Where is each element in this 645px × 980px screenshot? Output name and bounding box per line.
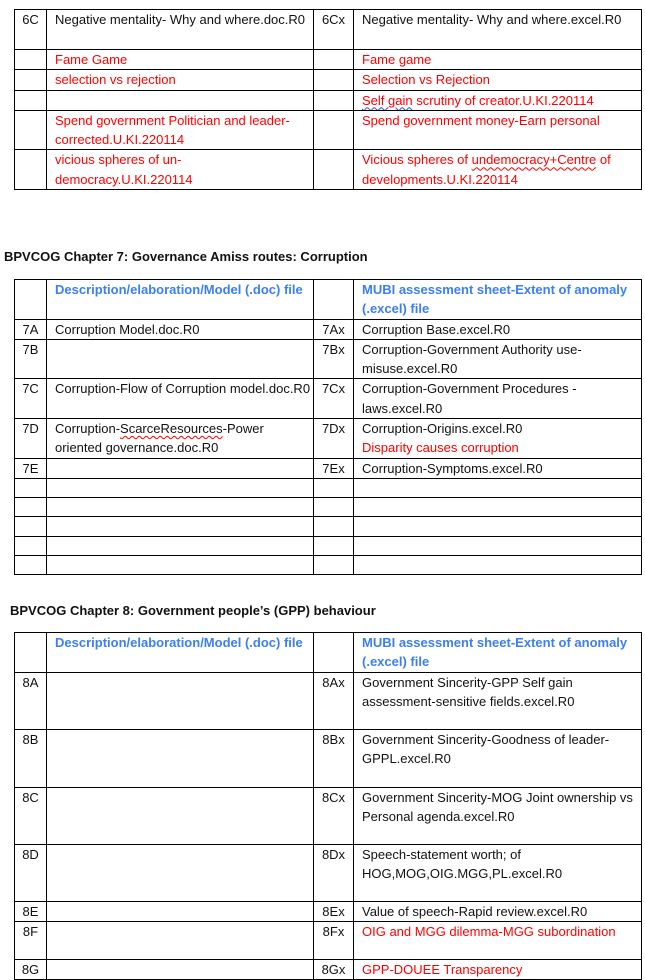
doc-note-cell[interactable] — [47, 90, 314, 110]
doc-note-cell[interactable]: vicious spheres of un-democracy.U.KI.220114 — [47, 150, 314, 190]
doc-file-cell[interactable]: Corruption Model.doc.R0 — [47, 319, 314, 339]
row-id: 8Cx — [314, 787, 354, 844]
empty-cell[interactable] — [47, 516, 314, 536]
excel-note-cell[interactable]: Spend government money-Earn personal — [354, 110, 642, 150]
row-id: 7B — [15, 339, 47, 379]
empty-row — [15, 555, 642, 574]
empty-cell[interactable] — [314, 555, 354, 574]
doc-file-cell[interactable] — [47, 458, 314, 478]
row-id: 7Ex — [314, 458, 354, 478]
excel-file-name: Corruption-Origins.excel.R0 — [362, 421, 523, 437]
doc-file-cell[interactable] — [47, 729, 314, 787]
empty-cell[interactable] — [15, 536, 47, 555]
spellcheck-squiggle: ScarceResources — [120, 421, 223, 437]
row-id — [314, 90, 354, 110]
spellcheck-squiggle: undemocracy+Centre — [471, 152, 597, 168]
empty-cell[interactable] — [47, 478, 314, 497]
row-id: 8F — [15, 921, 47, 959]
chapter-6-table — [14, 9, 642, 190]
chapter-7-table — [14, 279, 642, 575]
row-id: 8A — [15, 672, 47, 729]
row-id — [15, 150, 47, 190]
row-id: 7A — [15, 319, 47, 339]
row-id: 8E — [15, 901, 47, 921]
chapter-7-heading: BPVCOG Chapter 7: Governance Amiss routes: Corruption — [4, 249, 368, 264]
row-id: 8Fx — [314, 921, 354, 959]
row-id: 8Ax — [314, 672, 354, 729]
row-id — [15, 90, 47, 110]
excel-note: Disparity causes corruption — [362, 440, 519, 456]
excel-file-cell[interactable]: Corruption-Government Procedures -laws.excel.R0 — [354, 379, 642, 419]
excel-file-cell[interactable]: Government Sincerity-Goodness of leader-GPPL.excel.R0 — [354, 729, 642, 787]
doc-file-cell[interactable] — [47, 339, 314, 379]
doc-file-cell[interactable]: Negative mentality- Why and where.doc.R0 — [47, 10, 314, 50]
table-row — [15, 921, 642, 959]
row-id — [15, 110, 47, 150]
excel-file-cell[interactable]: GPP-DOUEE Transparency — [354, 959, 642, 979]
left-post: -Power oriented governance.doc.R0 — [55, 421, 264, 456]
row-id: 8Ex — [314, 901, 354, 921]
table-row — [15, 672, 642, 729]
row-id: 7Bx — [314, 339, 354, 379]
header-id-cell — [314, 633, 354, 673]
table-row — [15, 339, 642, 379]
chapter-8-heading: BPVCOG Chapter 8: Government people’s (GPP) behaviour — [10, 603, 376, 618]
excel-file-cell[interactable]: Corruption Base.excel.R0 — [354, 319, 642, 339]
excel-file-cell[interactable]: Government Sincerity-GPP Self gain assessment-sensitive fields.excel.R0 — [354, 672, 642, 729]
empty-cell[interactable] — [47, 555, 314, 574]
empty-cell[interactable] — [15, 497, 47, 516]
row-id: 7Cx — [314, 379, 354, 419]
doc-note-cell[interactable]: Fame Game — [47, 50, 314, 70]
excel-file-cell[interactable]: OIG and MGG dilemma-MGG subordination — [354, 921, 642, 959]
table-row — [15, 901, 642, 921]
doc-file-cell[interactable]: Corruption-Flow of Corruption model.doc.R0 — [47, 379, 314, 419]
doc-file-cell[interactable] — [47, 921, 314, 959]
table-row — [15, 150, 642, 190]
row-id: 8D — [15, 844, 47, 901]
row-id: 7Ax — [314, 319, 354, 339]
table-row — [15, 959, 642, 979]
spellcheck-squiggle: Self gain — [362, 92, 413, 108]
table-row — [15, 50, 642, 70]
right-post: scrutiny of creator.U.KI.220114 — [412, 92, 594, 108]
header-doc-file: Description/elaboration/Model (.doc) file — [47, 280, 314, 320]
empty-cell[interactable] — [314, 497, 354, 516]
table-row — [15, 844, 642, 901]
excel-note-cell[interactable] — [354, 90, 642, 110]
doc-note-cell[interactable]: selection vs rejection — [47, 70, 314, 90]
excel-file-cell[interactable]: Value of speech-Rapid review.excel.R0 — [354, 901, 642, 921]
empty-cell[interactable] — [314, 536, 354, 555]
header-excel-file: MUBI assessment sheet-Extent of anomaly (.excel) file — [354, 633, 642, 673]
excel-note-cell[interactable]: Fame game — [354, 50, 642, 70]
doc-file-cell[interactable] — [47, 844, 314, 901]
row-id: 8Gx — [314, 959, 354, 979]
empty-cell[interactable] — [15, 478, 47, 497]
empty-cell[interactable] — [354, 555, 642, 574]
empty-cell[interactable] — [47, 536, 314, 555]
row-id — [15, 50, 47, 70]
empty-cell[interactable] — [15, 555, 47, 574]
excel-note-cell[interactable] — [354, 150, 642, 190]
doc-file-cell[interactable] — [47, 672, 314, 729]
empty-row — [15, 478, 642, 497]
chapter-8-table — [14, 632, 642, 980]
header-excel-file: MUBI assessment sheet-Extent of anomaly (.excel) file — [354, 280, 642, 320]
table-row — [15, 70, 642, 90]
excel-file-cell[interactable]: Negative mentality- Why and where.excel.R0 — [354, 10, 642, 50]
excel-note-cell[interactable]: Selection vs Rejection — [354, 70, 642, 90]
left-pre: Corruption- — [55, 421, 121, 437]
empty-cell[interactable] — [354, 516, 642, 536]
row-id: 7E — [15, 458, 47, 478]
row-id: 7C — [15, 379, 47, 419]
excel-file-cell[interactable]: Corruption-Government Authority use-misuse.excel.R0 — [354, 339, 642, 379]
empty-cell[interactable] — [354, 497, 642, 516]
header-id-cell — [314, 280, 354, 320]
row-id: 7D — [15, 419, 47, 459]
table-row — [15, 729, 642, 787]
row-id: 8B — [15, 729, 47, 787]
row-id: 8Dx — [314, 844, 354, 901]
row-id — [314, 50, 354, 70]
row-id: 7Dx — [314, 419, 354, 459]
table-header-row — [15, 280, 642, 320]
empty-cell[interactable] — [15, 516, 47, 536]
right-post: of developments.U.KI.220114 — [362, 152, 611, 187]
header-doc-file: Description/elaboration/Model (.doc) file — [47, 633, 314, 673]
table-row — [15, 379, 642, 419]
table-row — [15, 787, 642, 844]
table-row — [15, 90, 642, 110]
doc-file-cell[interactable] — [47, 787, 314, 844]
row-id: 6Cx — [314, 10, 354, 50]
doc-file-cell[interactable] — [47, 419, 314, 459]
excel-file-cell[interactable] — [354, 419, 642, 459]
row-id: 8G — [15, 959, 47, 979]
doc-file-cell[interactable] — [47, 959, 314, 979]
row-id — [314, 150, 354, 190]
row-id — [314, 110, 354, 150]
header-id-cell — [15, 280, 47, 320]
header-id-cell — [15, 633, 47, 673]
table-row — [15, 419, 642, 459]
empty-cell[interactable] — [314, 516, 354, 536]
excel-file-cell[interactable]: Government Sincerity-MOG Joint ownership vs Personal agenda.excel.R0 — [354, 787, 642, 844]
doc-note-cell[interactable]: Spend government Politician and leader-corrected.U.KI.220114 — [47, 110, 314, 150]
row-id: 8Bx — [314, 729, 354, 787]
table-header-row — [15, 633, 642, 673]
empty-row — [15, 497, 642, 516]
right-pre: Vicious spheres of — [362, 152, 472, 168]
empty-cell[interactable] — [314, 478, 354, 497]
empty-cell[interactable] — [354, 536, 642, 555]
empty-row — [15, 536, 642, 555]
empty-cell[interactable] — [354, 478, 642, 497]
table-row — [15, 458, 642, 478]
row-id — [314, 70, 354, 90]
empty-row — [15, 516, 642, 536]
doc-file-cell[interactable] — [47, 901, 314, 921]
excel-file-cell[interactable]: Corruption-Symptoms.excel.R0 — [354, 458, 642, 478]
excel-file-cell[interactable]: Speech-statement worth; of HOG,MOG,OIG.MGG,PL.excel.R0 — [354, 844, 642, 901]
table-row — [15, 110, 642, 150]
row-id — [15, 70, 47, 90]
row-id: 8C — [15, 787, 47, 844]
row-id: 6C — [15, 10, 47, 50]
table-row — [15, 10, 642, 50]
table-row — [15, 319, 642, 339]
empty-cell[interactable] — [47, 497, 314, 516]
